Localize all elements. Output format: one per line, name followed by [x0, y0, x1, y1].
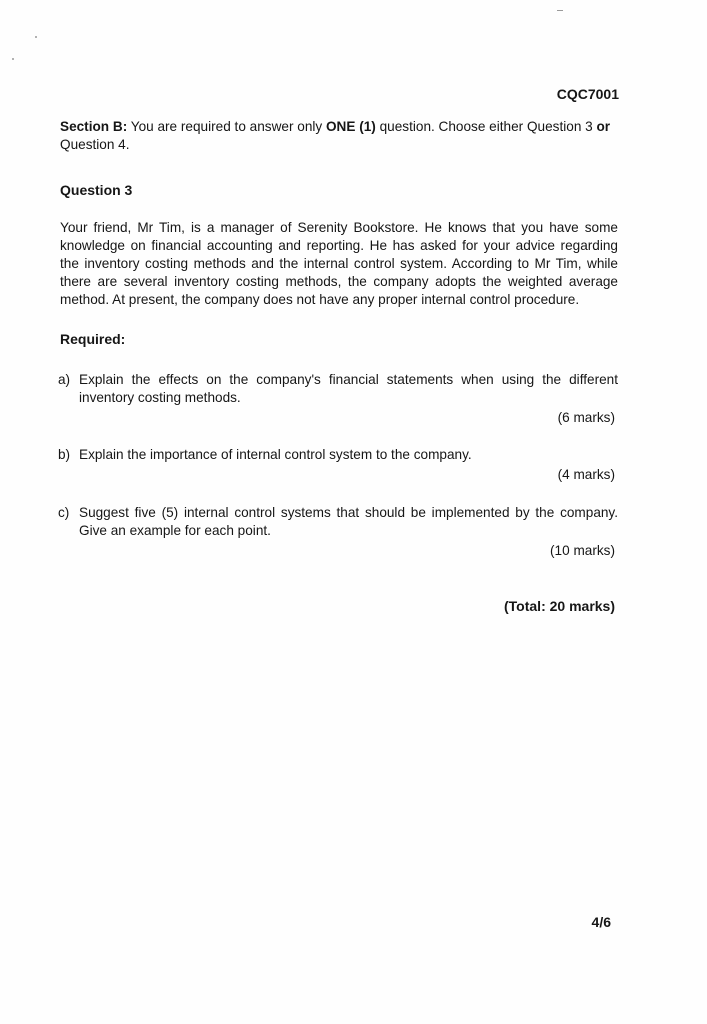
part-c-marks: (10 marks)	[550, 543, 615, 558]
part-label: c)	[58, 505, 70, 520]
section-text-3: Question 4.	[60, 137, 130, 152]
section-emphasis-one: ONE (1)	[325, 119, 376, 134]
question-title: Question 3	[60, 182, 133, 198]
section-text-2: question. Choose either Question 3	[375, 119, 597, 134]
part-b-marks: (4 marks)	[557, 467, 615, 482]
scan-speck	[35, 36, 37, 38]
question-part-a	[58, 371, 618, 407]
section-text-1: You are required to answer only	[127, 119, 326, 134]
required-label: Required:	[60, 331, 126, 347]
part-text: Suggest five (5) internal control systems that should be implemented by the company. Give an example for each point.	[79, 505, 618, 538]
scan-speck	[12, 58, 14, 60]
section-instructions	[60, 118, 618, 154]
scan-mark	[557, 10, 563, 11]
part-text: Explain the effects on the company's financial statements when using the different inventory costing methods.	[79, 372, 618, 405]
question-part-b	[58, 446, 618, 464]
section-emphasis-or: or	[596, 119, 611, 134]
question-scenario: Your friend, Mr Tim, is a manager of Serenity Bookstore. He knows that you have some knowledge on financial accounting and reporting. He has asked for your advice regarding the inventory costing methods and the internal control system. According to Mr Tim, while there are several inventory costing methods, the company adopts the weighted average method. At present, the company does not have any proper internal control procedure.	[60, 220, 618, 307]
course-code: CQC7001	[556, 86, 619, 102]
page-number: 4/6	[591, 914, 611, 930]
total-marks: (Total: 20 marks)	[504, 598, 615, 614]
section-label: Section B:	[60, 119, 128, 134]
part-text: Explain the importance of internal control system to the company.	[79, 447, 472, 462]
part-a-marks: (6 marks)	[557, 410, 615, 425]
part-label: a)	[58, 372, 71, 387]
question-part-c	[58, 504, 618, 540]
part-label: b)	[58, 447, 71, 462]
